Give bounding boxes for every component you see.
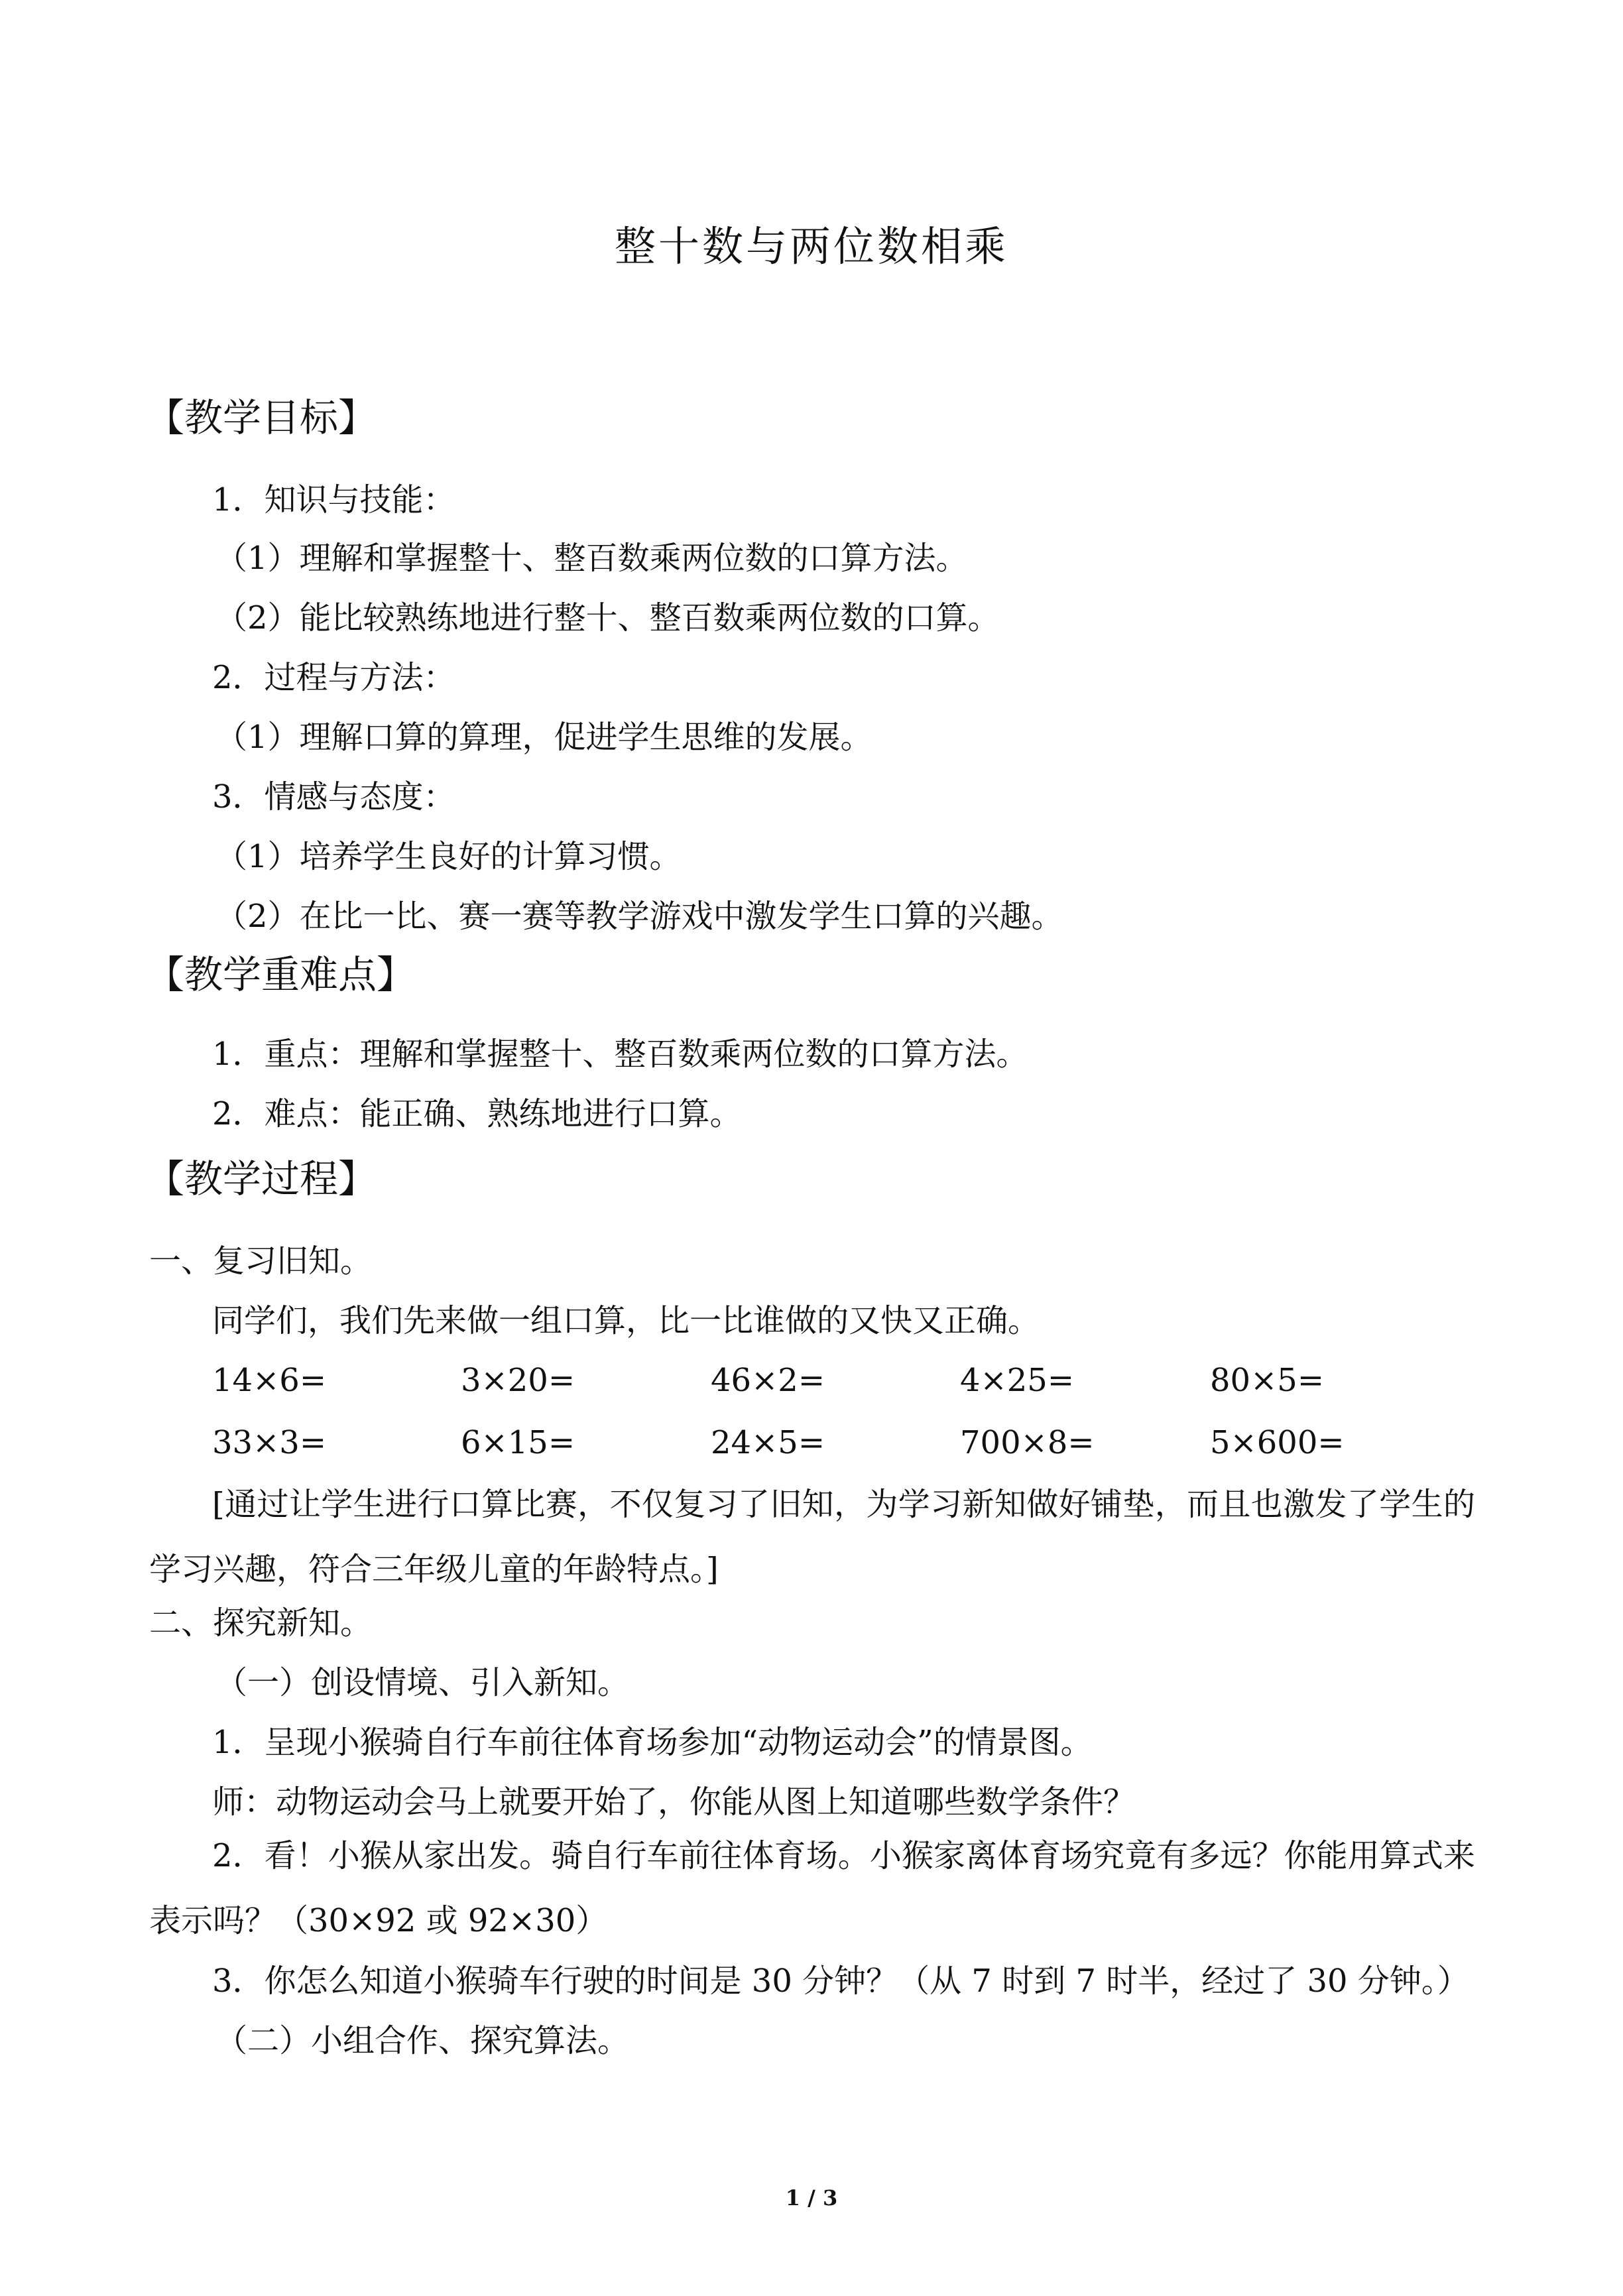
part-title-explore: 二、探究新知。 [149, 1604, 373, 1642]
calc-item: 5×600= [1210, 1424, 1345, 1461]
teaching-note: [通过让学生进行口算比赛，不仅复习了旧知，为学习新知做好铺垫，而且也激发了学生的学习兴趣，符合三年级儿童的年龄特点。] [149, 1486, 1475, 1588]
calc-item: 33×3= [212, 1424, 327, 1461]
goal-item: （1）理解口算的算理，促进学生思维的发展。 [215, 719, 872, 756]
calc-item: 6×15= [461, 1424, 575, 1461]
calc-item: 46×2= [711, 1362, 825, 1399]
section-heading-process: 【教学过程】 [146, 1156, 377, 1201]
calc-item: 80×5= [1210, 1362, 1325, 1399]
goal-item: （1）理解和掌握整十、整百数乘两位数的口算方法。 [215, 540, 968, 577]
calc-item: 4×25= [960, 1362, 1075, 1399]
calc-item: 14×6= [212, 1362, 327, 1399]
subsection-title: （一）创设情境、引入新知。 [215, 1664, 630, 1701]
teacher-question: 师：动物运动会马上就要开始了，你能从图上知道哪些数学条件？ [212, 1783, 1136, 1821]
goal-item: 1．知识与技能： [212, 481, 455, 518]
goal-item: 2．过程与方法： [212, 659, 455, 696]
step-text: 2．看！小猴从家出发。骑自行车前往体育场。小猴家离体育场究竟有多远？你能用算式来表示吗？（30×92 或 92×30） [149, 1837, 1475, 1939]
calc-row [212, 1360, 1472, 1400]
step-text: 3．你怎么知道小猴骑车行驶的时间是 30 分钟？（从 7 时到 7 时半，经过了 30 分钟。） [212, 1963, 1469, 2000]
goal-item: 3．情感与态度： [212, 778, 455, 816]
calc-item: 24×5= [711, 1424, 825, 1461]
subsection-title: （二）小组合作、探究算法。 [215, 2022, 630, 2059]
goal-item: （2）在比一比、赛一赛等教学游戏中激发学生口算的兴趣。 [215, 898, 1063, 935]
document-title: 整十数与两位数相乘 [614, 222, 1008, 271]
goal-item: （2）能比较熟练地进行整十、整百数乘两位数的口算。 [215, 599, 1000, 636]
page-number: 1 / 3 [785, 2185, 838, 2210]
calc-item: 3×20= [461, 1362, 575, 1399]
part-title-review: 一、复习旧知。 [149, 1242, 373, 1280]
calc-row [212, 1423, 1472, 1463]
calc-item: 700×8= [960, 1424, 1095, 1461]
step-text: 1．呈现小猴骑自行车前往体育场参加“动物运动会”的情景图。 [212, 1724, 1093, 1761]
goal-item: （1）培养学生良好的计算习惯。 [215, 838, 682, 875]
section-heading-key-points: 【教学重难点】 [146, 952, 416, 997]
section-heading-goals: 【教学目标】 [146, 395, 377, 440]
key-point-item: 2．难点：能正确、熟练地进行口算。 [212, 1095, 742, 1132]
key-point-item: 1．重点：理解和掌握整十、整百数乘两位数的口算方法。 [212, 1036, 1028, 1073]
review-intro: 同学们，我们先来做一组口算，比一比谁做的又快又正确。 [212, 1302, 1040, 1339]
